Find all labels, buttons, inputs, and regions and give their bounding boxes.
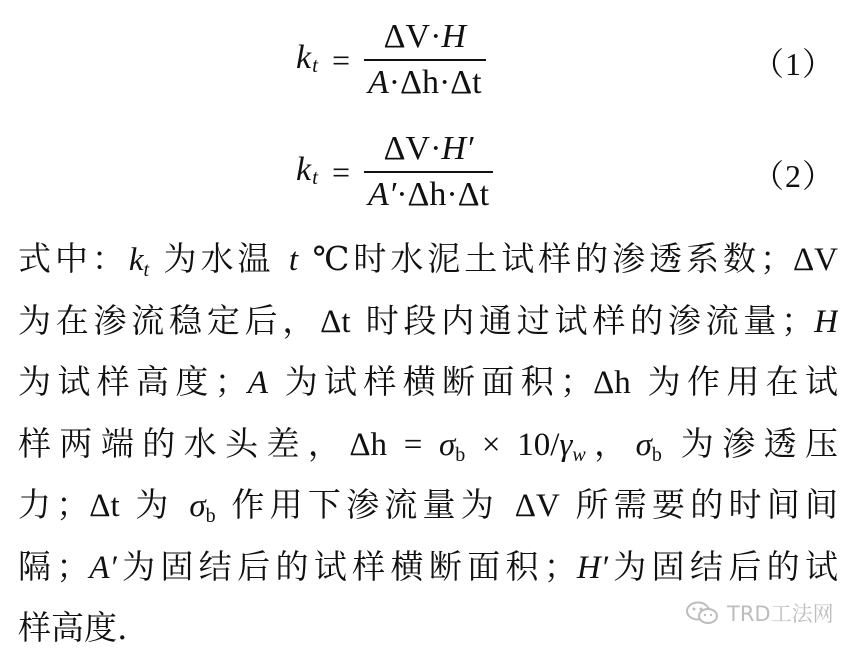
eq2-den-dt: Δt [457,176,490,213]
math-sigma: σ [189,488,206,524]
eq2-denominator [364,173,493,215]
math-sigma-sub: b [455,443,466,466]
para-line-2 [18,290,838,352]
math-sigma-sub: b [651,443,662,466]
text-segment: ， [585,423,636,463]
text-segment: 时段内通过试样的渗流量； [350,300,815,340]
eq1-num-dot: · [430,18,442,55]
equation-1 [0,10,856,110]
math-gamma-sub: w [572,443,586,466]
math-k: k [128,242,144,278]
eq2-den-ap: A′ [367,176,397,213]
text-segment: 为作用在试 [630,362,838,401]
para-line-6 [18,536,838,598]
eq1-num-h: H [441,18,466,55]
eq2-equals: = [331,153,350,190]
math-delta-t: Δt [89,488,120,524]
eq1-fraction [364,17,486,103]
eq1-equals: = [331,41,350,78]
eq2-k-sub: t [312,165,318,189]
eq1-den-dot1: · [388,64,401,101]
eq1-denominator [364,61,486,103]
watermark [684,598,834,628]
text-segment: 为试样高度； [18,362,248,401]
eq1-den-dt: Δt [450,64,482,101]
eq1-k: k [296,39,312,76]
math-delta-h: Δh [593,365,631,401]
eq2-num-dot: · [430,130,442,167]
text-segment: 所需要的时间间 [559,485,838,524]
math-gamma: γ [559,426,573,463]
eq1-num-dv: ΔV [383,18,431,55]
math-h: H [814,303,838,340]
eq2-den-dot1: · [396,176,408,213]
text-segment: 力； [18,485,90,524]
math-sigma-sub: b [205,505,216,527]
text-segment: 为水温 [149,239,289,278]
eq1-numerator [380,17,470,59]
eq1-den-dot2: · [438,64,451,101]
math-equals: = [387,426,439,463]
text-segment: ℃时水泥土试样的渗透系数； [298,239,793,278]
para-line-5 [18,474,838,536]
math-delta-t: Δt [320,303,351,340]
text-segment: 为在渗流稳定后， [18,300,321,340]
eq2-lhs [296,151,318,189]
eq2-k: k [296,151,312,188]
eq1-number: （1） [752,46,836,82]
math-h-prime: H′ [576,549,608,586]
equation-2-body [296,122,493,222]
text-segment: 式中： [18,239,129,278]
eq2-num-dv: ΔV [383,130,431,167]
math-a: A [247,365,268,401]
wechat-icon [684,601,720,625]
eq2-num-hp: H′ [441,130,474,167]
explanation-paragraph [18,228,838,659]
para-line-4 [18,413,838,475]
math-sigma: σ [635,426,652,463]
math-delta-v: ΔV [792,242,838,278]
text-segment: 为试样横断面积； [267,362,594,401]
eq2-den-dot2: · [446,176,458,213]
text-segment: 为 [119,485,190,524]
math-k-sub: t [143,259,150,281]
eq1-den-dh: Δh [400,64,439,101]
math-delta-h: Δh [349,426,388,463]
eq1-den-a: A [367,64,389,101]
eq2-number: （2） [752,158,836,194]
eq1-lhs [296,39,318,77]
text-segment: 隔； [18,546,90,586]
eq1-k-sub: t [312,53,318,77]
math-t: t [288,242,299,278]
text-segment: 样高度. [18,608,128,647]
watermark-text: TRD工法网 [727,602,834,626]
equation-2 [0,122,856,222]
math-sigma: σ [438,426,456,463]
text-segment: 样两端的水头差， [18,423,350,463]
text-segment: 为固结后的试 [607,546,838,586]
eq2-numerator [380,129,478,171]
math-delta-v: ΔV [514,488,560,524]
equation-1-body [296,10,486,110]
text-segment: 作用下渗流量为 [215,485,515,524]
math-times-ten: × 10/ [465,426,560,463]
text-segment: 为渗透压 [661,423,838,463]
text-segment: 为固结后的试样横断面积； [116,546,577,586]
para-line-3 [18,351,838,413]
para-line-1 [18,228,838,290]
math-a-prime: A′ [89,549,117,586]
eq2-den-dh: Δh [407,176,447,213]
eq2-fraction [364,129,493,215]
